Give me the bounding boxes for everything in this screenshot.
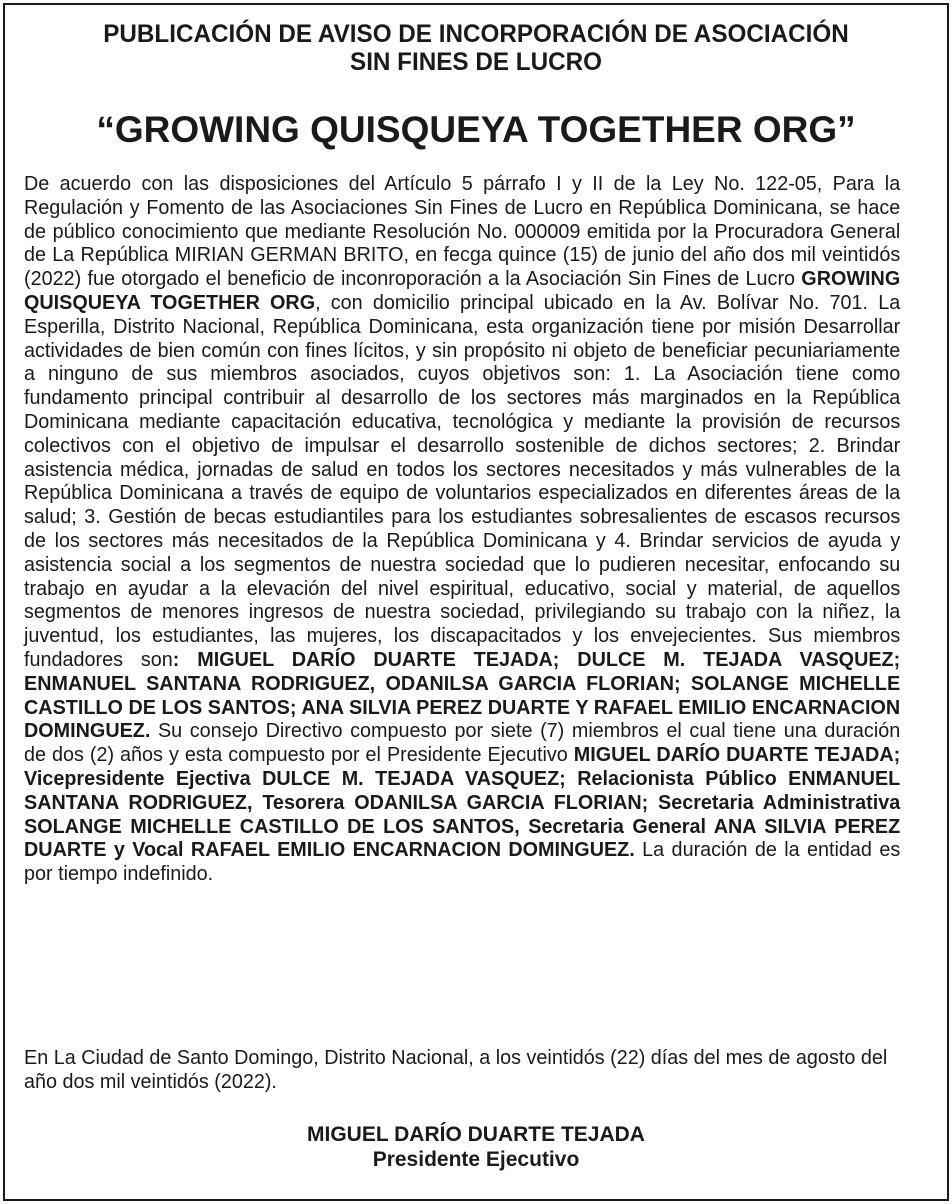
notice-heading-line-2: SIN FINES DE LUCRO [350,48,602,76]
org-name: GROWING QUISQUEYA TOGETHER ORG [24,267,901,314]
signature-block [0,1122,952,1172]
board-list: MIGUEL DARÍO DUARTE TEJADA; Vicepresidente Ejectiva DULCE M. TEJADA VASQUEZ; Relacionista Público ENMANUEL SANTANA RODRIGUEZ, Tesorera ODANILSA GARCIA FLORIAN; Secretaria Administrativa SOLANGE MICHELLE CASTILLO DE LOS SANTOS, Secretaria General ANA SILVIA PEREZ DUARTE y Vocal RAFAEL EMILIO ENCARNACION DOMINGUEZ. [24,743,901,862]
closing-paragraph: En La Ciudad de Santo Domingo, Distrito Nacional, a los veintidós (22) días del mes de agosto del año dos mil veintidós (2022). [24,1046,888,1093]
notice-body [24,172,900,886]
body-intro: De acuerdo con las disposiciones del Artículo 5 párrafo I y II de la Ley No. 122-05, Para la Regulación y Fomento de las Asociaciones Sin Fines de Lucro en República Dominicana, se hace de público conocimiento que mediante Resolución No. 000009 emitida por la Procuradora General de La República MIRIAN GERMAN BRITO, en fecga quince (15) de junio del año dos mil veintidós (2022) fue otorgado el beneficio de inconroporación a la Asociación Sin Fines de Lucro [24,172,901,291]
signatory-role: Presidente Ejecutivo [372,1148,580,1171]
founders-list: : MIGUEL DARÍO DUARTE TEJADA; DULCE M. TEJADA VASQUEZ; ENMANUEL SANTANA RODRIGUEZ, ODANILSA GARCIA FLORIAN; SOLANGE MICHELLE CASTILLO DE LOS SANTOS; ANA SILVIA PEREZ DUARTE Y RAFAEL EMILIO ENCARNACION DOMINGUEZ. [24,647,901,743]
notice-heading-line-1: PUBLICACIÓN DE AVISO DE INCORPORACIÓN DE ASOCIACIÓN [103,20,849,48]
body-board-intro: Su consejo Directivo compuesto por siete (7) miembros el cual tiene una duración de dos (2) años y esta compuesto por el Presidente Ejecutivo [24,719,901,767]
organization-title: “GROWING QUISQUEYA TOGETHER ORG” [96,109,856,150]
signatory-name: MIGUEL DARÍO DUARTE TEJADA [307,1123,645,1146]
body-duration: La duración de la entidad es por tiempo indefinido. [24,838,901,886]
notice-header [0,20,952,76]
body-mission: , con domicilio principal ubicado en la Av. Bolívar No. 701. La Esperilla, Distrito Nacional, República Dominicana, esta organización tiene por misión Desarrollar actividades de bien común con fines lícitos, y sin propósito ni objeto de beneficiar pecuniariamente a ninguno de sus miembros asociados, cuyos objetivos son: 1. La Asociación tiene como fundamento principal contribuir al desarrollo de los sectores más marginados en la República Dominicana mediante capacitación educativa, tecnológica y mediante la provisión de recursos colectivos con el objetivo de impulsar el desarrollo sostenible de dichos sectores; 2. Brindar asistencia médica, jornadas de salud en todos los sectores necesitados y más vulnerables de la República Dominicana a través de equipo de voluntarios especializados en diferentes áreas de la salud; 3. Gestión de becas estudiantiles para los estudiantes sobresalientes de escasos recursos de los sectores más necesitados de la República Dominicana y 4. Brindar servicios de ayuda y asistencia social a los segmentos de nuestra sociedad que lo pudieren necesitar, enfocando su trabajo en ayudar a la elevación del nivel espiritual, educativo, social y material, de aquellos segmentos de menores ingresos de nuestra sociedad, privilegiando su trabajo con la niñez, la juventud, los estudiantes, las mujeres, los discapacitados y los envejecientes. Sus miembros fundadores son [24,290,901,671]
